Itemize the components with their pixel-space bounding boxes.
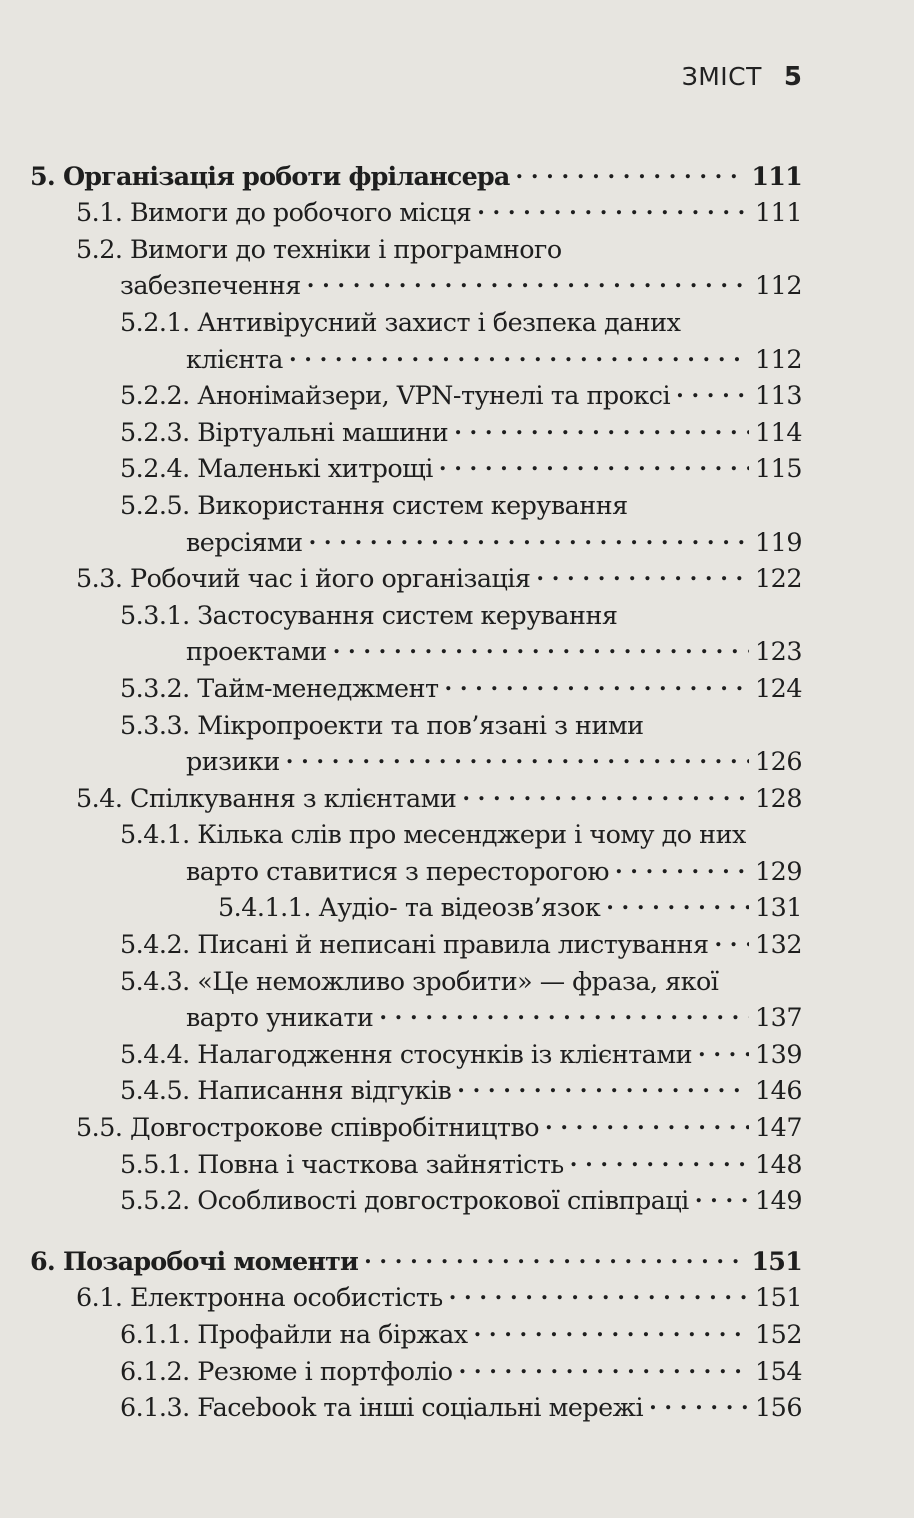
- toc-page-number: 154: [755, 1355, 802, 1386]
- toc-page-number: 131: [755, 892, 802, 923]
- toc-entry: [30, 888, 802, 925]
- toc-entry: [30, 1388, 802, 1425]
- toc-page-number: 111: [755, 197, 802, 228]
- toc-page-number: 146: [755, 1075, 802, 1106]
- toc-entry-title: 5.2. Вимоги до техніки і програмного: [76, 233, 562, 264]
- toc-entry-title: варто уникати: [186, 1002, 374, 1033]
- dot-leader: [462, 775, 749, 810]
- toc-chapter-entry: [30, 156, 802, 193]
- toc-entry-title: 6. Позаробочі моменти: [30, 1245, 359, 1276]
- toc-entry-title: 5.4. Спілкування з клієнтами: [76, 782, 457, 813]
- toc-entry-title: 5.3.3. Мікропроекти та пов’язані з ними: [120, 709, 644, 740]
- toc-page-number: 114: [755, 416, 802, 447]
- toc-entry: [30, 998, 802, 1035]
- toc-entry: [30, 485, 802, 522]
- toc-entry: [30, 1351, 802, 1388]
- dot-leader: [309, 519, 749, 554]
- toc-entry-title: 6.1.1. Профайли на біржах: [120, 1319, 468, 1349]
- toc-page-number: 149: [755, 1185, 802, 1216]
- toc-entry-title: 5.4.5. Написання відгуків: [120, 1075, 452, 1106]
- toc-page-number: 111: [751, 160, 802, 191]
- toc-entry-title: 5.2.3. Віртуальні машини: [120, 416, 449, 447]
- dot-leader: [307, 262, 749, 297]
- toc-page-number: 112: [755, 343, 802, 374]
- toc-page-number: 137: [755, 1002, 802, 1033]
- toc-entry-title: 5.4.1. Кілька слів про месенджери і чому до них: [120, 819, 746, 850]
- toc-entry: [30, 339, 802, 376]
- toc-entry: [30, 961, 802, 998]
- toc-entry-title: 6.1. Електронна особистість: [76, 1282, 443, 1313]
- toc-entry-title: 5.2.1. Антивірусний захист і безпека даних: [120, 306, 681, 337]
- toc-page-number: 139: [755, 1038, 802, 1069]
- dot-leader: [570, 1141, 749, 1176]
- toc-entry-title: 6.1.3. Facebook та інші соціальні мережі: [120, 1392, 644, 1423]
- dot-leader: [698, 1031, 749, 1066]
- dot-leader: [606, 884, 749, 919]
- header-title: ЗМІСТ: [681, 62, 762, 91]
- dot-leader: [449, 1274, 749, 1309]
- dot-leader: [333, 628, 749, 663]
- toc-page-number: 112: [755, 270, 802, 301]
- toc-entry: [30, 412, 802, 449]
- toc-entry-title: 5.4.1.1. Аудіо- та відеозв’язок: [218, 892, 601, 923]
- toc-entry: [30, 1107, 802, 1144]
- toc-entry: [30, 193, 802, 230]
- toc-entry: [30, 1314, 802, 1351]
- toc-entry-title: варто ставитися з пересторогою: [186, 855, 609, 886]
- toc-page-number: 119: [755, 526, 802, 557]
- toc-entry: [30, 705, 802, 742]
- dot-leader: [714, 921, 749, 956]
- toc-page-number: 124: [755, 672, 802, 703]
- toc-entry: [30, 815, 802, 852]
- running-header: [682, 62, 802, 92]
- toc-entry-title: 5.3.2. Тайм-менеджмент: [120, 672, 439, 703]
- toc-entry: [30, 742, 802, 779]
- toc-page-number: 151: [755, 1282, 802, 1313]
- dot-leader: [695, 1177, 749, 1212]
- dot-leader: [286, 738, 749, 773]
- dot-leader: [545, 1104, 749, 1139]
- toc-entry: [30, 924, 802, 961]
- toc-entry-title: версіями: [186, 526, 303, 557]
- toc-entry: [30, 302, 802, 339]
- toc-entry: [30, 778, 802, 815]
- toc-entry: [30, 522, 802, 559]
- dot-leader: [615, 848, 749, 883]
- dot-leader: [459, 1348, 749, 1383]
- toc-chapter-entry: [30, 1241, 802, 1278]
- dot-leader: [289, 336, 749, 371]
- toc-entry: [30, 376, 802, 413]
- toc-entry: [30, 449, 802, 486]
- dot-leader: [676, 372, 749, 407]
- toc-entry: [30, 559, 802, 596]
- toc-page-number: 148: [755, 1148, 802, 1179]
- toc-page-number: 152: [755, 1319, 802, 1349]
- toc-page-number: 115: [755, 453, 802, 484]
- toc-page-number: 156: [755, 1392, 802, 1423]
- dot-leader: [516, 153, 746, 188]
- toc-entry: [30, 668, 802, 705]
- toc-entry-title: 5.3. Робочий час і його організація: [76, 563, 531, 594]
- dot-leader: [379, 994, 749, 1029]
- dot-leader: [439, 445, 749, 480]
- toc-entry-title: забезпечення: [120, 270, 301, 301]
- toc-page-number: 129: [755, 855, 802, 886]
- toc-entry-title: 5.4.3. «Це неможливо зробити» — фраза, якої: [120, 965, 719, 996]
- dot-leader: [445, 665, 749, 700]
- table-of-contents: [30, 156, 802, 1424]
- toc-page-number: 126: [755, 746, 802, 777]
- toc-entry: [30, 851, 802, 888]
- toc-entry: [30, 1278, 802, 1315]
- toc-entry-title: проектами: [186, 636, 327, 667]
- toc-entry: [30, 266, 802, 303]
- dot-leader: [649, 1384, 749, 1419]
- toc-entry-title: 5.4.4. Налагодження стосунків із клієнтами: [120, 1038, 692, 1069]
- toc-entry-title: 5.1. Вимоги до робочого місця: [76, 197, 472, 228]
- toc-page-number: 122: [755, 563, 802, 594]
- toc-entry: [30, 595, 802, 632]
- header-page-number: 5: [783, 62, 802, 92]
- toc-entry-title: ризики: [186, 746, 280, 777]
- dot-leader: [474, 1311, 749, 1346]
- toc-page-number: 113: [755, 380, 802, 411]
- dot-leader: [364, 1238, 745, 1273]
- toc-page-number: 128: [755, 782, 802, 813]
- toc-page-number: 147: [755, 1112, 802, 1143]
- dot-leader: [454, 409, 749, 444]
- dot-leader: [536, 555, 749, 590]
- toc-entry-title: 5.5.1. Повна і часткова зайнятість: [120, 1148, 564, 1179]
- toc-entry: [30, 1034, 802, 1071]
- toc-page-number: 151: [751, 1245, 802, 1276]
- toc-entry: [30, 632, 802, 669]
- toc-entry: [30, 1071, 802, 1108]
- dot-leader: [457, 1067, 749, 1102]
- toc-entry-title: клієнта: [186, 343, 283, 374]
- toc-page-number: 123: [755, 636, 802, 667]
- toc-entry: [30, 1181, 802, 1218]
- toc-entry-title: 5.2.5. Використання систем керування: [120, 489, 628, 520]
- toc-entry-title: 5.5. Довгострокове співробітництво: [76, 1112, 540, 1143]
- toc-entry: [30, 229, 802, 266]
- toc-entry-title: 5.3.1. Застосування систем керування: [120, 599, 618, 630]
- toc-entry-title: 5.4.2. Писані й неписані правила листування: [120, 929, 709, 960]
- toc-page-number: 132: [755, 929, 802, 960]
- toc-entry: [30, 1144, 802, 1181]
- dot-leader: [477, 189, 749, 224]
- toc-entry-title: 5.2.4. Маленькі хитрощі: [120, 453, 433, 484]
- toc-entry-title: 5. Організація роботи фрілансера: [30, 160, 510, 191]
- toc-entry-title: 6.1.2. Резюме і портфоліо: [120, 1355, 453, 1386]
- toc-entry-title: 5.2.2. Анонімайзери, VPN-тунелі та проксі: [120, 380, 671, 411]
- toc-entry-title: 5.5.2. Особливості довгострокової співпраці: [120, 1185, 689, 1216]
